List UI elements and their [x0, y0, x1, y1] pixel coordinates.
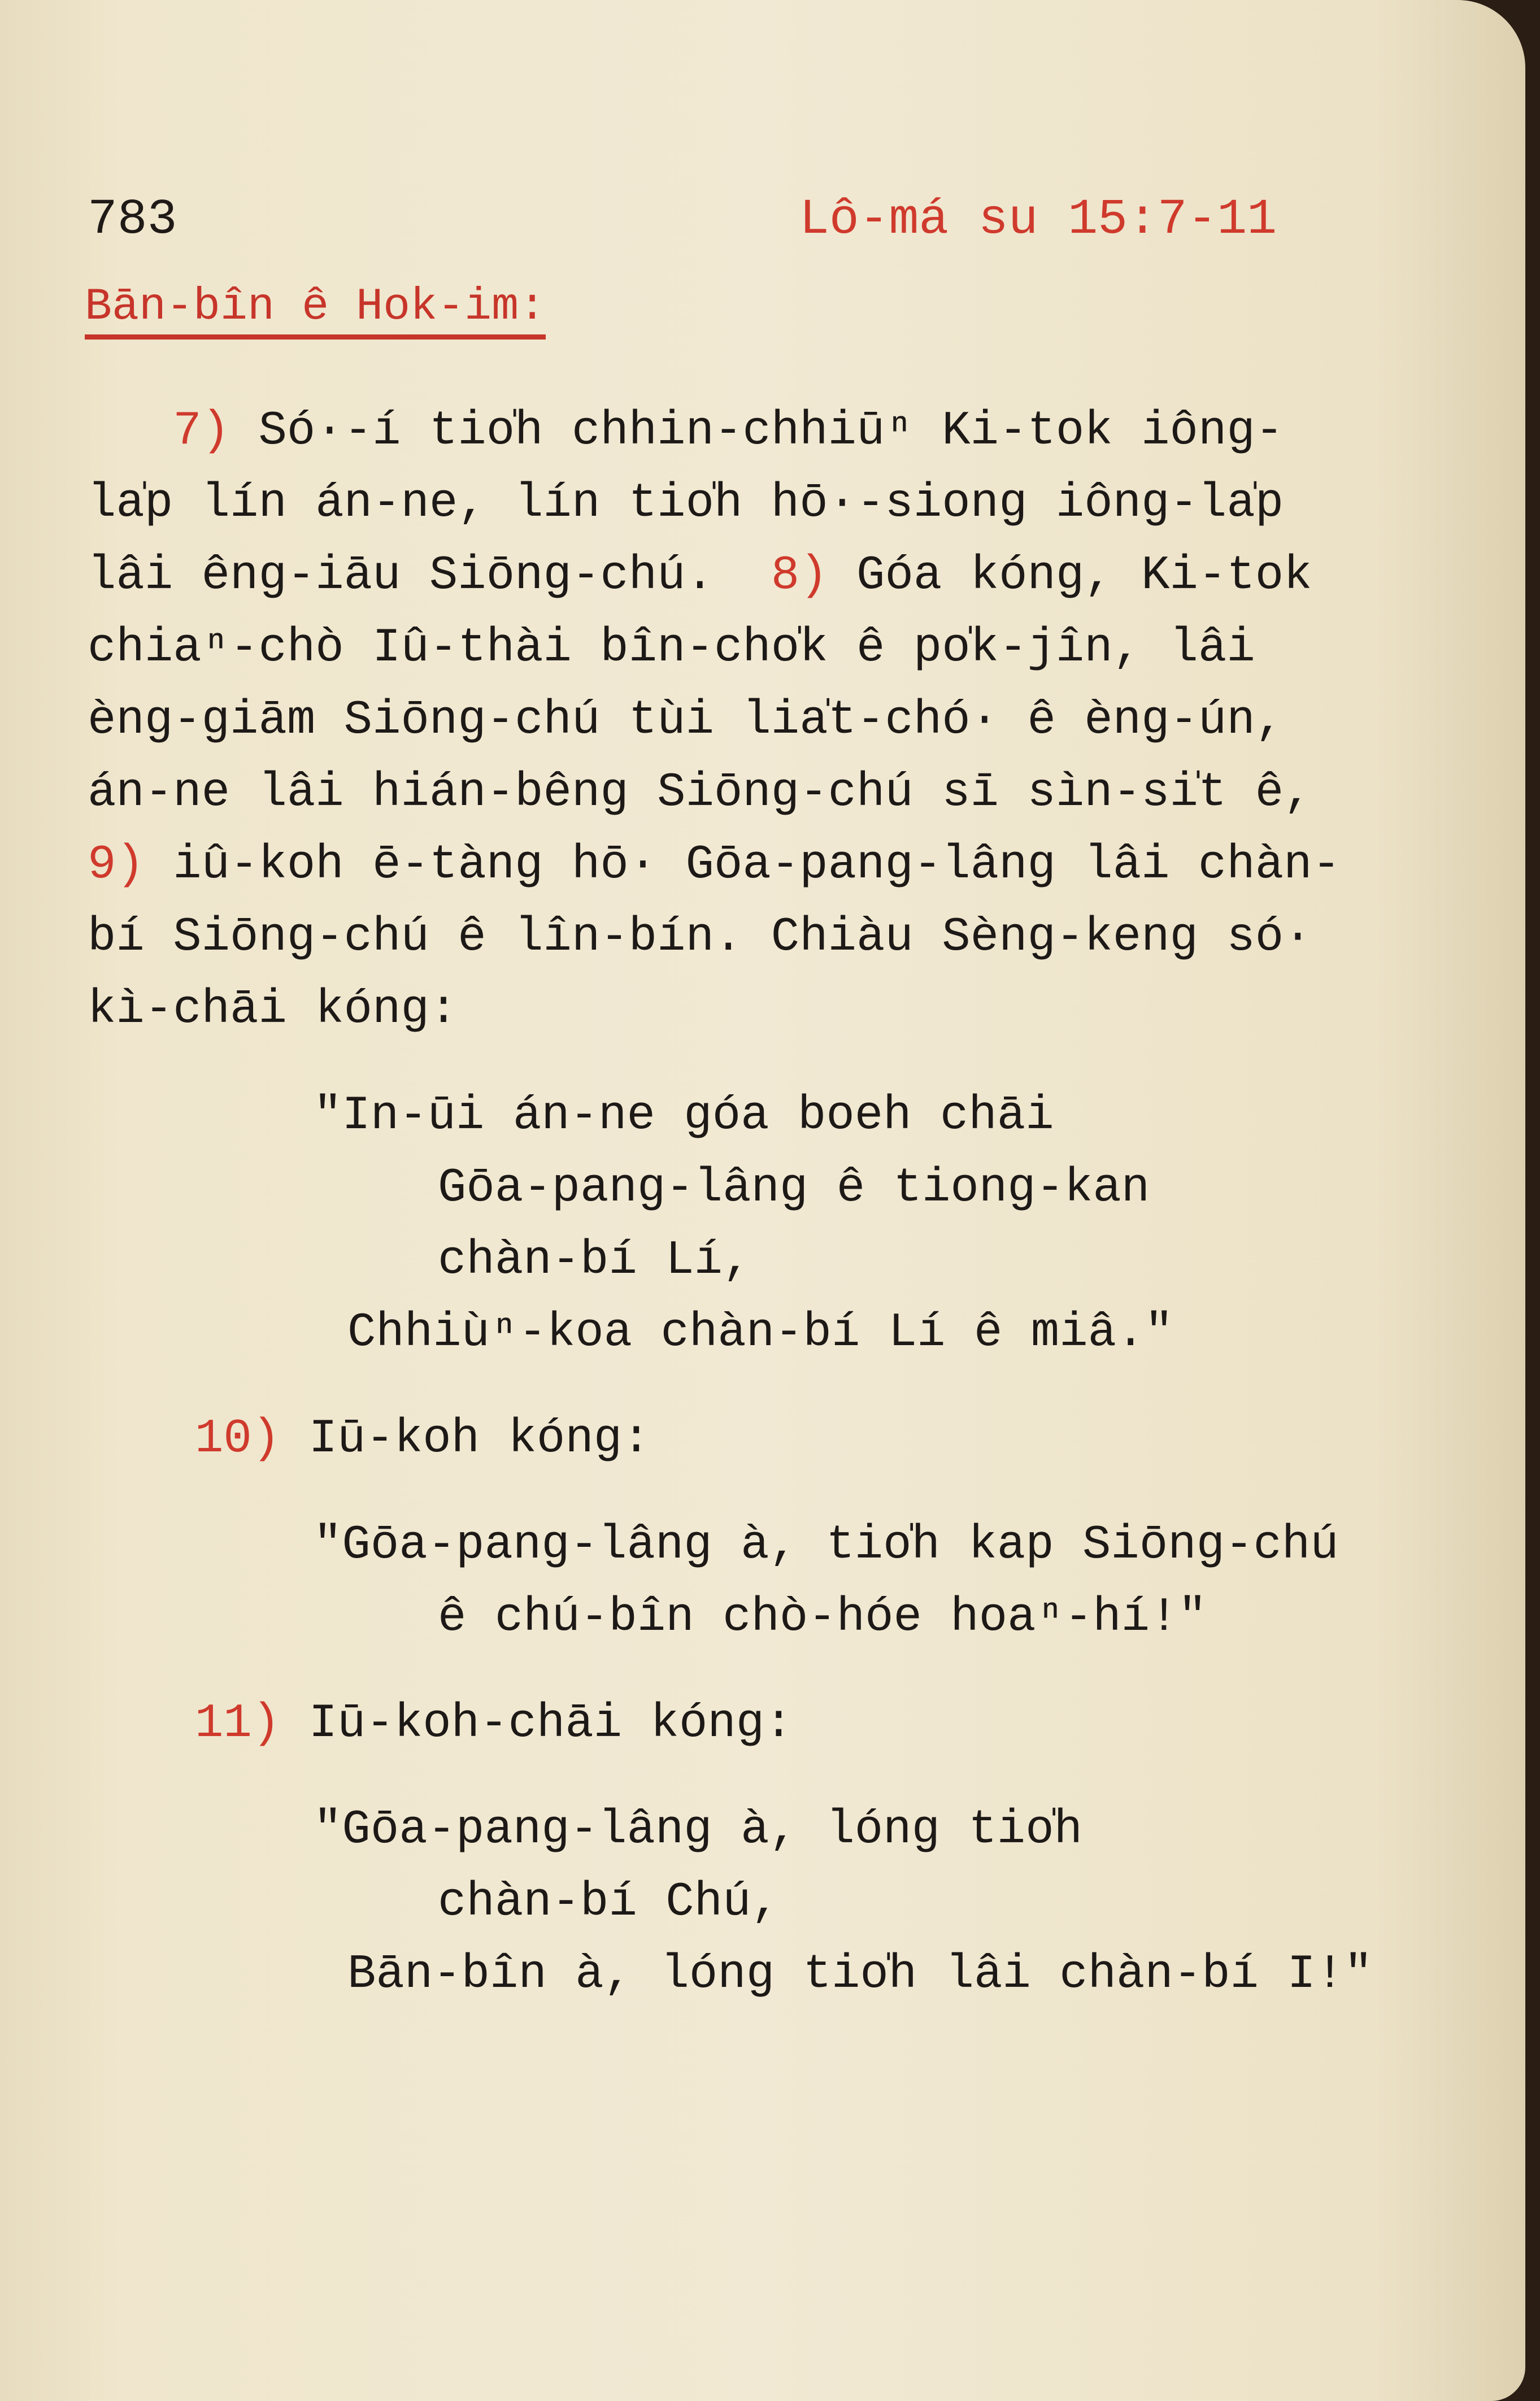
quote-line: Bān-bîn à, lóng tio̍h lâi chàn-bí I!"	[347, 1948, 1373, 2002]
quote-line: Chhiùⁿ-koa chàn-bí Lí ê miâ."	[347, 1306, 1173, 1360]
text-line: 10) Iū-koh kóng:	[195, 1412, 651, 1466]
text-line: èng-giām Siōng-chú tùi lia̍t-chó· ê èng-ún,	[88, 694, 1284, 747]
quote-line: chàn-bí Chú,	[438, 1876, 780, 1929]
verse-number: 7)	[173, 404, 230, 458]
verse-number: 9)	[88, 838, 145, 892]
text-line: bí Siōng-chú ê lîn-bín. Chiàu Sèng-keng só·	[88, 911, 1312, 964]
quote-line: "Gōa-pang-lâng à, tio̍h kap Siōng-chú	[314, 1519, 1339, 1572]
quote-line: "In-ūi án-ne góa boeh chāi	[314, 1089, 1054, 1143]
text-line: chiaⁿ-chò Iû-thài bîn-cho̍k ê po̍k-jîn, lâi	[88, 621, 1255, 675]
verse-number: 11)	[195, 1697, 281, 1751]
quote-line: ê chú-bîn chò-hóe hoaⁿ-hí!"	[438, 1591, 1207, 1645]
verse-number: 10)	[195, 1412, 281, 1466]
text-line: la̍p lín án-ne, lín tio̍h hō·-siong iông-la̍p	[88, 477, 1284, 530]
verse-number: 8)	[771, 549, 828, 603]
text-line: án-ne lâi hián-bêng Siōng-chú sī sìn-si̍t ê,	[88, 766, 1312, 820]
quote-line: chàn-bí Lí,	[438, 1234, 751, 1288]
section-title: Bān-bîn ê Hok-im:	[85, 282, 546, 340]
chapter-reference: Lô-má su 15:7-11	[799, 192, 1277, 248]
scripture-text	[88, 395, 1415, 2011]
page-number: 783	[88, 192, 177, 248]
text-line: lâi êng-iāu Siōng-chú. 8) Góa kóng, Ki-tok	[88, 549, 1312, 603]
text-line: 9) iû-koh ē-tàng hō· Gōa-pang-lâng lâi chàn-	[88, 838, 1341, 892]
text-line: 7) Só·-í tio̍h chhin-chhiūⁿ Ki-tok iông-	[173, 404, 1284, 458]
text-line: kì-chāi kóng:	[88, 983, 458, 1037]
text-line: 11) Iū-koh-chāi kóng:	[195, 1697, 793, 1751]
quote-line: Gōa-pang-lâng ê tiong-kan	[438, 1162, 1150, 1215]
quote-line: "Gōa-pang-lâng à, lóng tio̍h	[314, 1803, 1083, 1857]
